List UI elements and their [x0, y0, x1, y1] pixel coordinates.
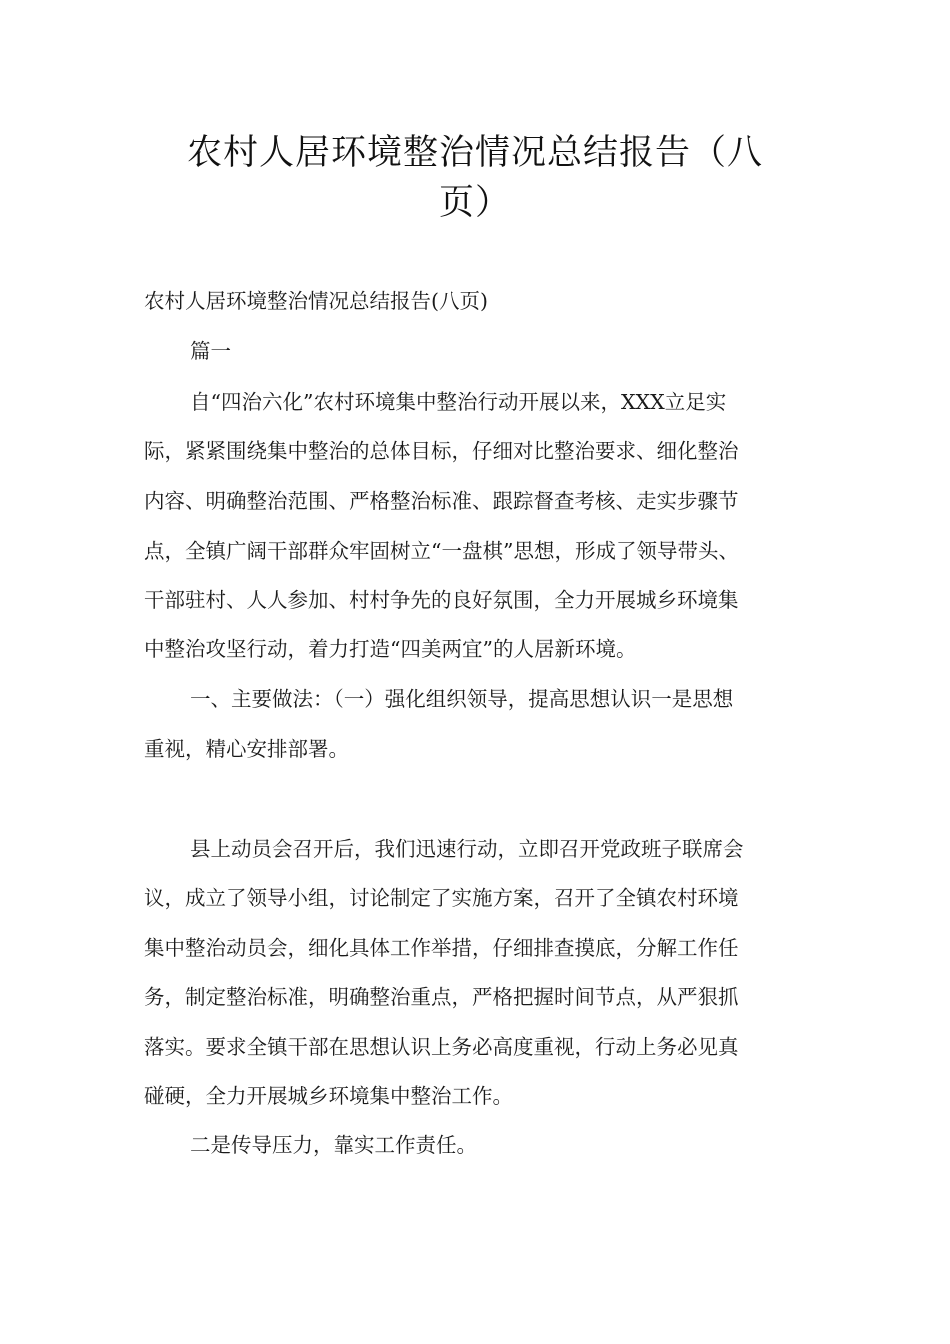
paragraph-1-line: 际，紧紧围绕集中整治的总体目标，仔细对比整治要求、细化整治 — [144, 439, 739, 463]
document-subtitle: 农村人居环境整治情况总结报告(八页) — [144, 289, 488, 313]
title-line-2: 页） — [438, 183, 511, 223]
paragraph-3-line: 碰硬，全力开展城乡环境集中整治工作。 — [144, 1084, 513, 1108]
paragraph-3-line: 议，成立了领导小组，讨论制定了实施方案，召开了全镇农村环境 — [144, 886, 739, 910]
paragraph-1-line: 干部驻村、人人参加、村村争先的良好氛围，全力开展城乡环境集 — [144, 588, 739, 612]
paragraph-4: 二是传导压力，靠实工作责任。 — [190, 1133, 477, 1157]
paragraph-1-line: 自“四治六化”农村环境集中整治行动开展以来，XXX立足实 — [190, 390, 727, 414]
paragraph-3-line: 务，制定整治标准，明确整治重点，严格把握时间节点，从严狠抓 — [144, 985, 739, 1009]
paragraph-3-line: 落实。要求全镇干部在思想认识上务必高度重视，行动上务必见真 — [144, 1035, 739, 1059]
paragraph-1-line: 点，全镇广阔干部群众牢固树立“一盘棋”思想，形成了领导带头、 — [144, 539, 739, 563]
title-line-1: 农村人居环境整治情况总结报告（八 — [186, 133, 763, 173]
paragraph-3-line: 县上动员会召开后，我们迅速行动，立即召开党政班子联席会 — [190, 837, 744, 861]
paragraph-2-line: 重视，精心安排部署。 — [144, 737, 349, 761]
paragraph-2-line: 一、主要做法：（一）强化组织领导，提高思想认识一是思想 — [190, 687, 734, 711]
paragraph-1-line: 内容、明确整治范围、严格整治标准、跟踪督查考核、走实步骤节 — [144, 489, 739, 513]
document-title — [120, 128, 830, 228]
paragraph-1-line: 中整治攻坚行动，着力打造“四美两宜”的人居新环境。 — [144, 637, 637, 661]
paragraph-3-line: 集中整治动员会，细化具体工作举措，仔细排查摸底，分解工作任 — [144, 936, 739, 960]
section-label: 篇一 — [190, 339, 231, 363]
